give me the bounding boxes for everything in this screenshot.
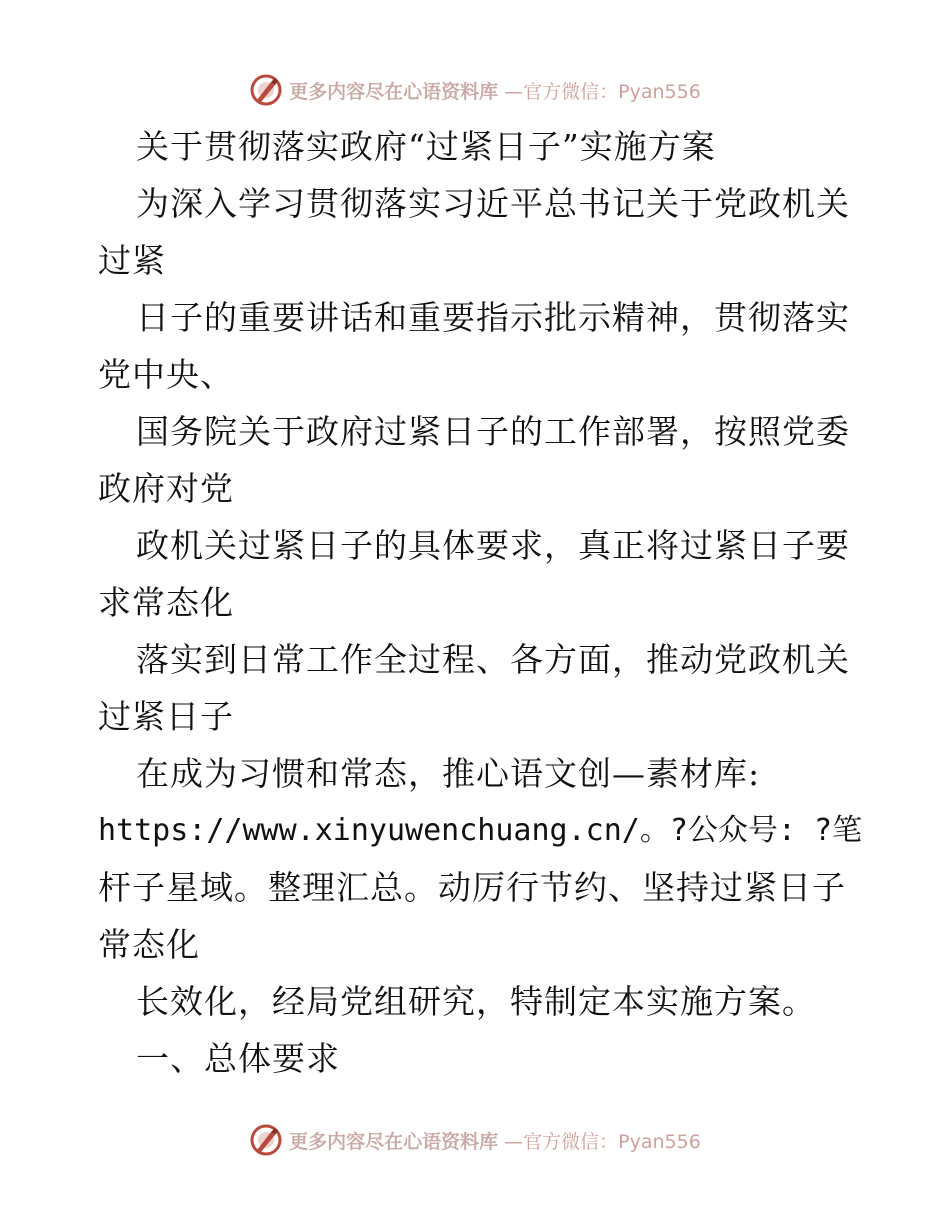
header-watermark-banner bbox=[0, 70, 950, 110]
section-heading: 一、总体要求 bbox=[136, 1039, 340, 1078]
paragraph-line: 落实到日常工作全过程、各方面，推动党政机关 bbox=[136, 640, 850, 679]
paragraph-line: 在成为习惯和常态，推心语文创—素材库: bbox=[136, 754, 761, 793]
banner-text: 更多内容尽在心语资料库 bbox=[289, 1130, 499, 1153]
pen-nib-logo-icon bbox=[249, 73, 283, 107]
banner-wechat-contact: —官方微信：Pyan556 bbox=[504, 1130, 701, 1153]
banner-wechat-contact: —官方微信：Pyan556 bbox=[504, 80, 701, 103]
footer-watermark-banner bbox=[0, 1120, 950, 1160]
document-title: 关于贯彻落实政府“过紧日子”实施方案 bbox=[136, 127, 716, 166]
paragraph-line: 求常态化 bbox=[98, 583, 234, 622]
banner-text: 更多内容尽在心语资料库 bbox=[289, 80, 499, 103]
paragraph-line: 过紧 bbox=[98, 241, 166, 280]
paragraph-line: 日子的重要讲话和重要指示批示精神，贯彻落实 bbox=[136, 298, 850, 337]
paragraph-line: 政机关过紧日子的具体要求，真正将过紧日子要 bbox=[136, 526, 850, 565]
pen-nib-logo-icon bbox=[249, 1123, 283, 1157]
paragraph-line: 常态化 bbox=[98, 925, 200, 964]
document-body bbox=[98, 118, 863, 1087]
paragraph-line: 党中央、 bbox=[98, 355, 234, 394]
paragraph-line: 为深入学习贯彻落实习近平总书记关于党政机关 bbox=[136, 184, 850, 223]
paragraph-line: 长效化，经局党组研究，特制定本实施方案。 bbox=[136, 982, 816, 1021]
paragraph-line: 政府对党 bbox=[98, 469, 234, 508]
paragraph-line: 国务院关于政府过紧日子的工作部署，按照党委 bbox=[136, 412, 850, 451]
paragraph-line: 杆子星域。整理汇总。动厉行节约、坚持过紧日子 bbox=[98, 868, 846, 907]
paragraph-line: 过紧日子 bbox=[98, 697, 234, 736]
paragraph-line-url: https://www.xinyuwenchuang.cn/。?公众号: ?笔 bbox=[98, 813, 863, 848]
